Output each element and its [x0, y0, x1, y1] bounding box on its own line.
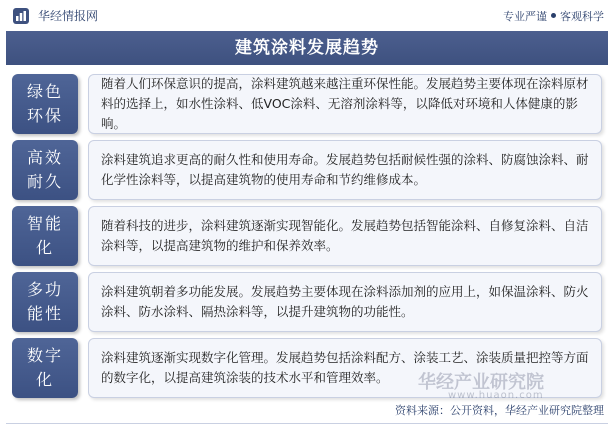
trend-label-box: [12, 338, 78, 398]
brand-name: 华经情报网: [38, 9, 99, 23]
trend-label: 智能化: [26, 214, 63, 257]
top-bar: [0, 0, 614, 30]
divider: [6, 423, 608, 424]
slogan-left: 专业严谨: [503, 10, 547, 23]
trend-description: 涂料建筑朝着多功能发展。发展趋势主要体现在涂料添加剂的应用上，如保温涂料、防火涂料、防水涂料、隔热涂料等，以提升建筑物的功能性。: [101, 284, 589, 319]
trend-row-durable: [12, 140, 602, 200]
trend-description-box: [88, 74, 602, 134]
trend-label: 绿色环保: [26, 82, 63, 125]
trend-label-box: [12, 272, 78, 332]
trend-description: 涂料建筑追求更高的耐久性和使用寿命。发展趋势包括耐候性强的涂料、防腐蚀涂料、耐化学性涂料等，以提高建筑物的使用寿命和节约维修成本。: [101, 152, 589, 187]
watermark-url: www.huaon.com: [448, 390, 544, 401]
trend-row-multifunction: [12, 272, 602, 332]
trend-description-box: [88, 206, 602, 266]
trend-description: 随着人们环保意识的提高，涂料建筑越来越注重环保性能。发展趋势主要体现在涂料原材料的选择上，如水性涂料、低VOC涂料、无溶剂涂料等，以降低对环境和人体健康的影响。: [101, 76, 589, 131]
trend-label-box: [12, 140, 78, 200]
trend-description: 随着科技的进步，涂料建筑逐渐实现智能化。发展趋势包括智能涂料、自修复涂料、自洁涂料等，以提高建筑物的维护和保养效率。: [101, 218, 589, 253]
trend-description-box: [88, 272, 602, 332]
trend-label-box: [12, 206, 78, 266]
page-title: 建筑涂料发展趋势: [6, 31, 608, 65]
watermark: 华经产业研究院: [418, 372, 544, 393]
bullet-dot-icon: [551, 13, 556, 18]
trend-label: 数字化: [26, 346, 63, 389]
trend-row-green: [12, 74, 602, 134]
trend-description-box: [88, 140, 602, 200]
slogan-right: 客观科学: [560, 10, 604, 23]
trend-label-box: [12, 74, 78, 134]
trend-label: 多功能性: [26, 280, 63, 323]
slogan: [503, 8, 604, 24]
trend-description: 涂料建筑逐渐实现数字化管理。发展趋势包括涂料配方、涂装工艺、涂装质量把控等方面的数字化，以提高建筑涂装的技术水平和管理效率。: [101, 350, 589, 385]
trend-label: 高效耐久: [26, 148, 63, 191]
trend-row-smart: [12, 206, 602, 266]
brand-logo-icon: [12, 7, 30, 25]
source-note: 资料来源：公开资料，华经产业研究院整理: [395, 404, 604, 417]
